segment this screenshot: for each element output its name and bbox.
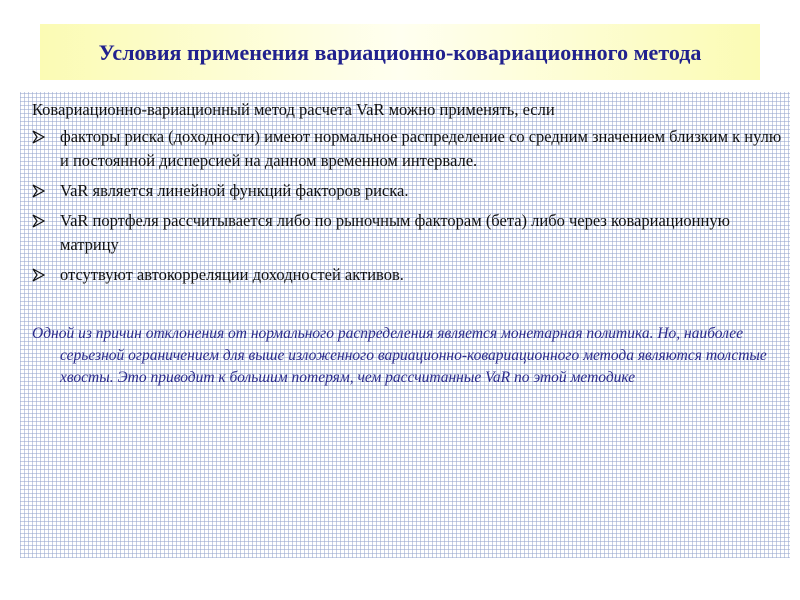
arrow-bullet-icon [32, 130, 45, 144]
arrow-bullet-icon [32, 214, 45, 228]
bullet-item [32, 263, 784, 287]
arrow-bullet-icon [32, 268, 45, 282]
title-banner [40, 24, 760, 80]
bullet-item [32, 179, 784, 203]
intro-text: Ковариационно-вариационный метод расчета VaR можно применять, если [32, 100, 555, 119]
italic-note: Одной из причин отклонения от нормального распределения является монетарная политика. Но, наиболее серьезной ограничением для выше изложенного вариационно-ковариационного метода являются толстые хвосты. Это приводит к большим потерям, чем рассчитанные VaR по этой методике [32, 325, 767, 386]
content-body [32, 98, 784, 389]
bullet-list [32, 125, 784, 287]
bullet-item [32, 125, 784, 173]
bullet-text: факторы риска (доходности) имеют нормальное распределение со средним значением близким к нулю и постоянной дисперсией на данном временном интервале. [60, 127, 782, 170]
slide-title: Условия применения вариационно-ковариационного метода [98, 39, 702, 65]
bullet-text: VaR является линейной функций факторов риска. [60, 181, 409, 200]
bullet-item [32, 209, 784, 257]
bullet-text: отсутвуют автокорреляции доходностей активов. [60, 265, 404, 284]
arrow-bullet-icon [32, 184, 45, 198]
bullet-text: VaR портфеля рассчитывается либо по рыночным факторам (бета) либо через ковариационную матрицу [60, 211, 730, 254]
content-panel [20, 92, 790, 558]
